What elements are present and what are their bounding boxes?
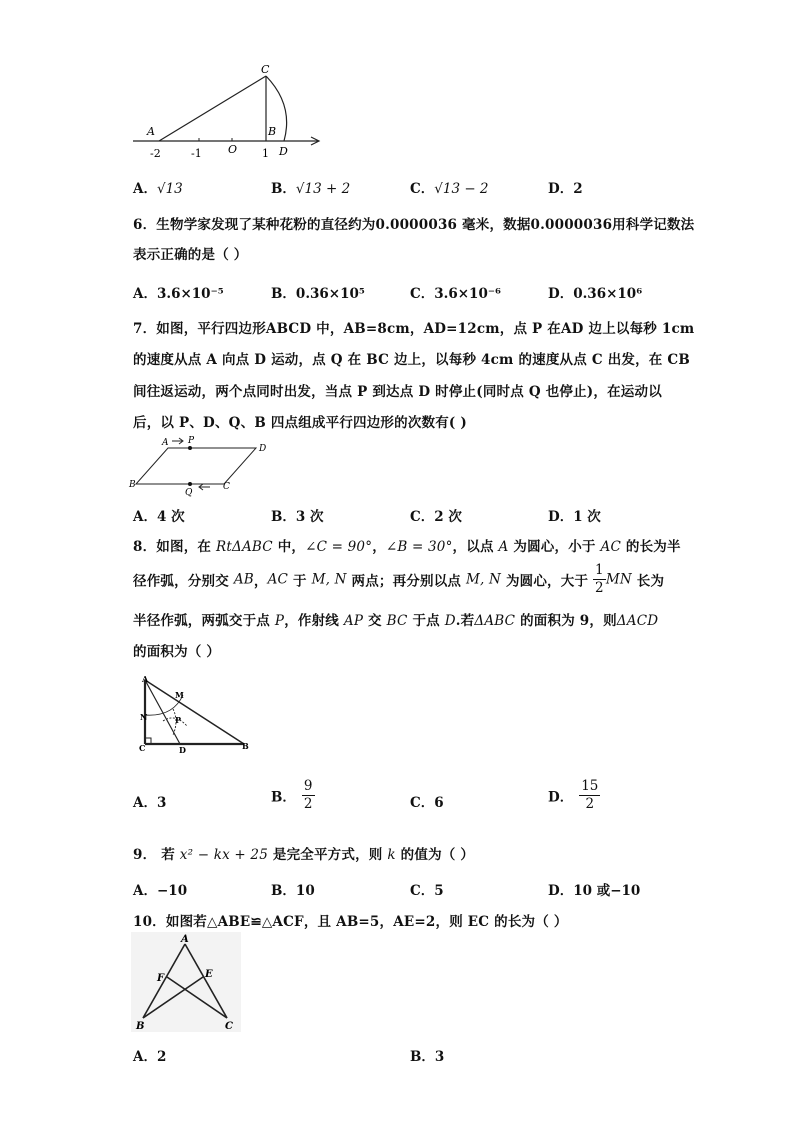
q7-stem-line-4: 后，以 P、D、Q、B 四点组成平行四边形的次数有( ) xyxy=(133,415,468,431)
q7-option-c-value: 2 次 xyxy=(434,509,462,525)
label-e: E xyxy=(205,969,213,980)
point-q xyxy=(188,482,192,486)
label-d: D xyxy=(179,745,186,755)
q8-stem-line-1: 8．如图，在 RtΔABC 中，∠C = 90°，∠B = 30°，以点 A 为圆心，小于 AC 的长为半 xyxy=(133,539,681,555)
tick-label-minus-2: -2 xyxy=(150,147,161,160)
q5-option-b[interactable]: B．√13 + 2 xyxy=(271,181,351,197)
q9-option-b-value: 10 xyxy=(295,883,315,899)
q9-option-d-value: 10 或−10 xyxy=(573,883,641,899)
q8-stem-line-4: 的面积为（ ） xyxy=(133,644,221,660)
q5-number-line-figure xyxy=(128,60,328,165)
q8-stem-line-2: 径作弧，分别交 AB，AC 于 M, N 两点；再分别以点 M, N 为圆心，大于 $\frac{1}{2}$ MN 长为 xyxy=(133,562,665,596)
q10-option-b-value: 3 xyxy=(434,1049,445,1065)
label-a: A xyxy=(147,125,155,138)
q7-stem-line-2: 的速度从点 A 向点 D 运动，点 Q 在 BC 边上，以每秒 4cm 的速度从点 C 出发，在 CB xyxy=(133,352,690,368)
label-o: O xyxy=(228,143,238,156)
q9-option-a[interactable]: A．−10 xyxy=(133,883,188,899)
label-d: D xyxy=(259,444,267,454)
q7-option-c[interactable]: C．2 次 xyxy=(410,509,462,525)
q7-option-d[interactable]: D．1 次 xyxy=(548,509,601,525)
q5-option-b-value: √13 + 2 xyxy=(295,181,351,197)
q9-stem: 9． 若 x² − kx + 25 是完全平方式，则 k 的值为（ ） xyxy=(133,847,475,863)
q5-option-d[interactable]: D．2 xyxy=(548,181,583,197)
label-b: B xyxy=(268,125,277,138)
q5-option-d-value: 2 xyxy=(573,181,583,197)
q6-option-c-value: 3.6×10⁻⁶ xyxy=(434,286,501,302)
label-a: A xyxy=(181,934,189,945)
q10-option-a[interactable]: A．2 xyxy=(133,1049,167,1065)
q7-parallelogram-figure xyxy=(128,432,278,497)
q7-stem-line-3: 间往返运动，两个点同时出发，当点 P 到达点 D 时停止(同时点 Q 也停止)，在运动以 xyxy=(133,384,662,400)
label-c: C xyxy=(261,63,270,76)
q8-option-a-value: 3 xyxy=(156,795,167,811)
segment-ac xyxy=(159,76,266,141)
q6-option-d[interactable]: D．0.36×10⁶ xyxy=(548,286,643,302)
label-c: C xyxy=(225,1021,233,1032)
q8-stem-line-3: 半径作弧，两弧交于点 P，作射线 AP 交 BC 于点 D.若ΔABC 的面积为 9，则ΔACD xyxy=(133,613,659,629)
q9-option-d[interactable]: D．10 或−10 xyxy=(548,883,641,899)
q7-option-b[interactable]: B．3 次 xyxy=(271,509,324,525)
q5-option-a[interactable]: A．√13 xyxy=(133,181,183,197)
label-n: N xyxy=(140,712,148,722)
q9-expression: x² − kx + 25 xyxy=(179,847,268,863)
q5-option-c[interactable]: C．√13 − 2 xyxy=(410,181,489,197)
label-b: B xyxy=(136,1021,145,1032)
q8-option-c[interactable]: C．6 xyxy=(410,795,444,811)
q7-stem-line-1: 7．如图，平行四边形ABCD 中，AB=8cm，AD=12cm，点 P 在AD 边上以每秒 1cm xyxy=(133,321,695,337)
q8-option-b[interactable]: B． $\frac{9}{2}$ xyxy=(271,778,313,812)
q6-option-b[interactable]: B．0.36×10⁵ xyxy=(271,286,365,302)
q9-option-c-value: 5 xyxy=(434,883,444,899)
point-p xyxy=(188,446,192,450)
side-ab xyxy=(145,680,244,744)
label-m: M xyxy=(175,690,184,700)
label-a: A xyxy=(142,674,149,684)
q9-option-a-value: −10 xyxy=(156,883,188,899)
q7-option-a[interactable]: A．4 次 xyxy=(133,509,185,525)
label-c: C xyxy=(223,482,230,492)
tick-label-1: 1 xyxy=(262,147,269,160)
q8-option-d-fraction: $\frac{15}{2}$ xyxy=(581,778,599,812)
q8-option-b-fraction: $\frac{9}{2}$ xyxy=(303,778,313,812)
q7-option-b-value: 3 次 xyxy=(295,509,324,525)
q8-option-a[interactable]: A．3 xyxy=(133,795,167,811)
q6-option-a[interactable]: A．3.6×10⁻⁵ xyxy=(133,286,224,302)
q5-option-a-value: √13 xyxy=(156,181,183,197)
label-f: F xyxy=(157,973,165,984)
q8-triangle-figure xyxy=(133,673,258,755)
q8-fraction-one-half: $\frac{1}{2}$ xyxy=(595,562,604,596)
label-p: P xyxy=(175,715,182,725)
q5-option-c-value: √13 − 2 xyxy=(434,181,489,197)
q10-option-b[interactable]: B．3 xyxy=(410,1049,445,1065)
q7-option-d-value: 1 次 xyxy=(573,509,601,525)
label-d: D xyxy=(279,145,288,158)
tick-label-minus-1: -1 xyxy=(191,147,202,160)
q6-option-d-value: 0.36×10⁶ xyxy=(573,286,643,302)
label-p: P xyxy=(188,436,195,446)
q6-option-a-value: 3.6×10⁻⁵ xyxy=(156,286,224,302)
label-c: C xyxy=(139,743,146,753)
label-a: A xyxy=(162,438,169,448)
q6-stem-line-1: 6．生物学家发现了某种花粉的直径约为0.0000036 毫米，数据0.0000036用科学记数法 xyxy=(133,217,695,233)
q10-triangle-figure xyxy=(131,932,241,1032)
q7-option-a-value: 4 次 xyxy=(156,509,185,525)
q6-option-b-value: 0.36×10⁵ xyxy=(295,286,365,302)
q10-option-a-value: 2 xyxy=(156,1049,167,1065)
q9-option-b[interactable]: B．10 xyxy=(271,883,315,899)
parallelogram-abcd xyxy=(136,448,256,484)
q8-option-c-value: 6 xyxy=(434,795,444,811)
label-b: B xyxy=(129,480,136,490)
q6-option-c[interactable]: C．3.6×10⁻⁶ xyxy=(410,286,501,302)
label-q: Q xyxy=(185,488,193,497)
q6-stem-line-2: 表示正确的是（ ） xyxy=(133,247,248,263)
q10-stem: 10．如图若△ABE≌△ACF，且 AB=5，AE=2，则 EC 的长为（ ） xyxy=(133,914,568,930)
q8-option-d[interactable]: D． $\frac{15}{2}$ xyxy=(548,778,599,812)
label-b: B xyxy=(242,741,249,751)
q9-option-c[interactable]: C．5 xyxy=(410,883,444,899)
